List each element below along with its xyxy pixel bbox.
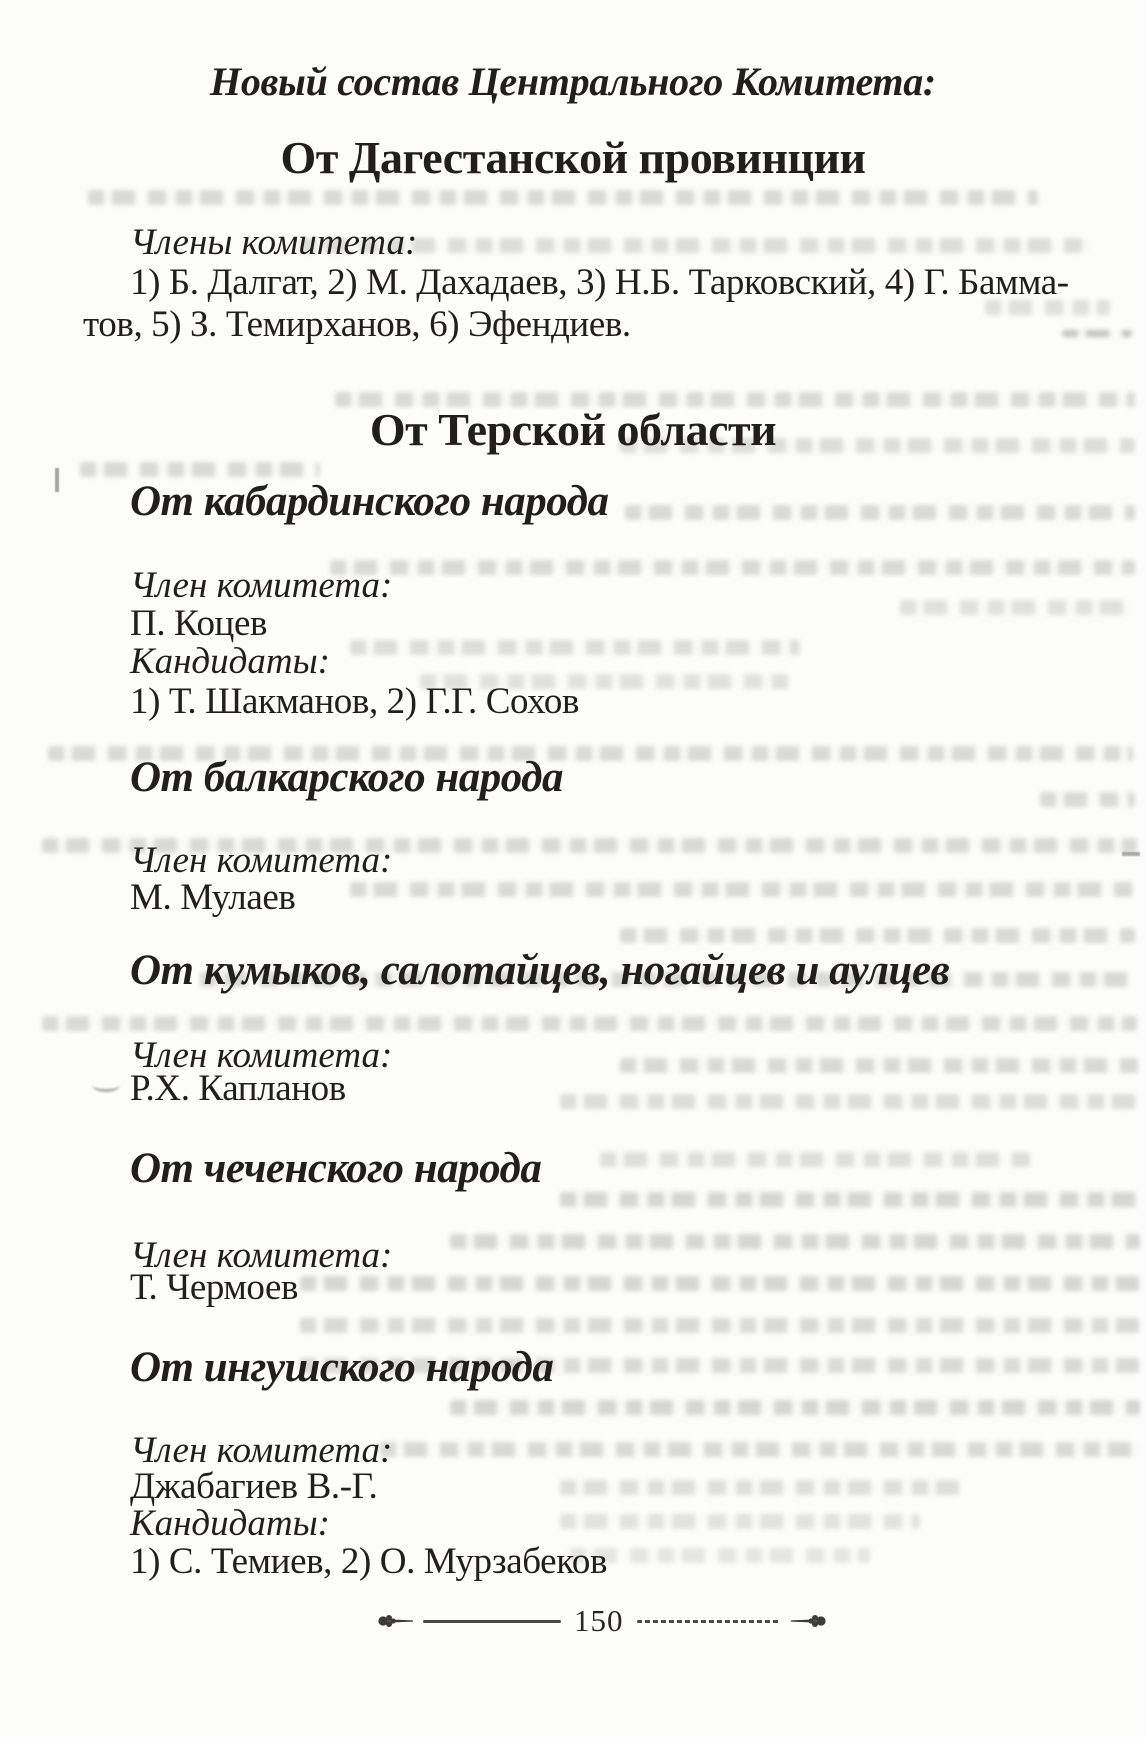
bleedthrough-line <box>450 1234 1140 1249</box>
scan-artifact <box>1122 852 1140 856</box>
bleedthrough-line <box>42 1016 1137 1031</box>
bleedthrough-line <box>330 560 1135 575</box>
members-list-line-2: тов, 5) З. Темирханов, 6) Эфендиев. <box>83 304 631 345</box>
page-footer <box>378 1603 826 1639</box>
bleedthrough-line <box>620 1058 1138 1073</box>
scan-artifact <box>92 1078 120 1092</box>
members-label: Члены комитета: <box>130 222 418 263</box>
member-name: Р.Х. Капланов <box>130 1068 346 1109</box>
section-heading-terek: От Терской области <box>369 404 777 455</box>
members-list-line-1: 1) Б. Далгат, 2) М. Дахадаев, 3) Н.Б. Тарковский, 4) Г. Бамма- <box>130 262 1069 303</box>
member-label: Член комитета: <box>130 1035 393 1076</box>
subsection-heading-ingush: От ингушского народа <box>130 1344 554 1391</box>
footer-rule-left <box>423 1620 561 1623</box>
bleedthrough-line <box>300 1276 1140 1291</box>
member-label: Член комитета: <box>130 840 393 881</box>
bleedthrough-line <box>560 1192 1140 1207</box>
member-label: Член комитета: <box>130 1430 393 1471</box>
member-label: Член комитета: <box>130 1235 393 1276</box>
candidates-list: 1) Т. Шакманов, 2) Г.Г. Сохов <box>130 681 580 722</box>
bleedthrough-line <box>900 600 1135 615</box>
member-name: Джабагиев В.-Г. <box>130 1466 378 1507</box>
section-heading-dagestan: От Дагестанской провинции <box>280 132 866 183</box>
footer-ornament-left-icon <box>378 1613 414 1629</box>
subsection-heading-balkar: От балкарского народа <box>130 754 564 801</box>
bleedthrough-line <box>80 462 320 477</box>
bleedthrough-line <box>380 1442 1140 1457</box>
bleedthrough-line <box>350 640 800 655</box>
bleedthrough-line <box>350 882 1135 897</box>
member-name: П. Коцев <box>130 603 268 644</box>
bleedthrough-line <box>88 190 1038 205</box>
bleedthrough-line <box>570 1548 870 1563</box>
bleedthrough-line <box>620 928 1135 943</box>
bleedthrough-line <box>1062 330 1132 337</box>
footer-ornament-right-icon <box>790 1613 826 1629</box>
member-name: М. Мулаев <box>130 877 296 918</box>
bleedthrough-line <box>625 505 1135 520</box>
subsection-heading-chechen: От чеченского народа <box>130 1145 542 1192</box>
candidates-list: 1) С. Темиев, 2) О. Мурзабеков <box>130 1541 608 1582</box>
scan-artifact <box>55 468 59 492</box>
page-number: 150 <box>574 1603 624 1638</box>
member-label: Член комитета: <box>130 565 393 606</box>
subsection-heading-kumyk: От кумыков, салотайцев, ногайцев и аулцев <box>130 947 950 994</box>
bleedthrough-line <box>450 1400 1140 1415</box>
bleedthrough-line <box>560 1480 960 1495</box>
page-title: Новый состав Центрального Комитета: <box>210 59 936 104</box>
candidates-label: Кандидаты: <box>130 641 330 682</box>
subsection-heading-kabardian: От кабардинского народа <box>130 478 609 525</box>
candidates-label: Кандидаты: <box>130 1503 330 1544</box>
bleedthrough-line <box>560 1514 920 1529</box>
bleedthrough-line <box>560 1094 1140 1109</box>
member-name: Т. Чермоев <box>130 1267 299 1308</box>
bleedthrough-line <box>300 238 1090 253</box>
bleedthrough-line <box>1040 792 1135 807</box>
bleedthrough-line <box>300 1318 1140 1333</box>
footer-rule-right <box>637 1620 781 1623</box>
bleedthrough-line <box>600 1152 1030 1167</box>
